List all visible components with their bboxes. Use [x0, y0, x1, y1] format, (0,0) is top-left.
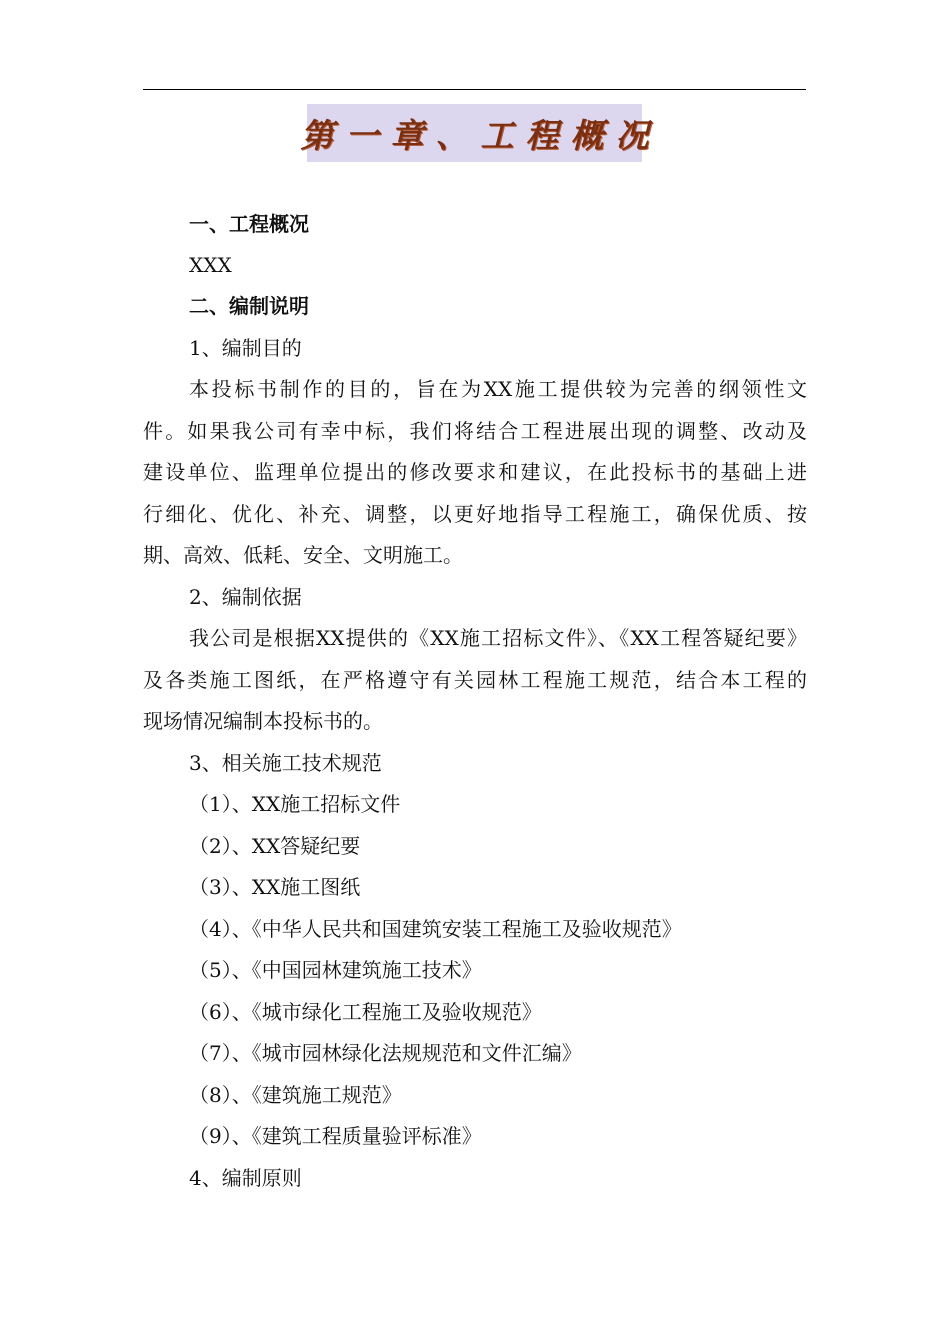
header-rule — [143, 89, 806, 90]
specification-item: （1）、XX施工招标文件 — [189, 792, 401, 816]
chapter-title: 第一章、工程概况 — [300, 115, 661, 155]
overview-content: XXX — [189, 253, 232, 277]
purpose-paragraph-line: 本投标书制作的目的，旨在为XX施工提供较为完善的纲领性文 — [189, 377, 807, 401]
purpose-paragraph-line: 件。如果我公司有幸中标，我们将结合工程进展出现的调整、改动及 — [143, 419, 807, 443]
purpose-paragraph-line: 期、高效、低耗、安全、文明施工。 — [143, 543, 463, 567]
specification-item: （8）、《建筑施工规范》 — [189, 1083, 402, 1107]
purpose-paragraph-line: 行细化、优化、补充、调整，以更好地指导工程施工，确保优质、按 — [143, 502, 807, 526]
basis-paragraph-line: 现场情况编制本投标书的。 — [143, 709, 383, 733]
specification-item: （2）、XX答疑纪要 — [189, 834, 361, 858]
subheading-basis: 2、编制依据 — [189, 585, 302, 609]
basis-paragraph-line: 我公司是根据XX提供的《XX施工招标文件》、《XX工程答疑纪要》 — [189, 626, 807, 650]
basis-paragraph-line: 及各类施工图纸，在严格遵守有关园林工程施工规范，结合本工程的 — [143, 668, 807, 692]
specification-item: （4）、《中华人民共和国建筑安装工程施工及验收规范》 — [189, 917, 682, 941]
subheading-principles: 4、编制原则 — [189, 1166, 302, 1190]
subheading-specifications: 3、相关施工技术规范 — [189, 751, 382, 775]
specification-item: （5）、《中国园林建筑施工技术》 — [189, 958, 482, 982]
purpose-paragraph-line: 建设单位、监理单位提出的修改要求和建议，在此投标书的基础上进 — [143, 460, 807, 484]
specification-item: （7）、《城市园林绿化法规规范和文件汇编》 — [189, 1041, 582, 1065]
chapter-title-banner — [300, 104, 661, 162]
specification-item: （6）、《城市绿化工程施工及验收规范》 — [189, 1000, 542, 1024]
specification-item: （9）、《建筑工程质量验评标准》 — [189, 1124, 482, 1148]
specification-item: （3）、XX施工图纸 — [189, 875, 361, 899]
subheading-purpose: 1、编制目的 — [189, 336, 302, 360]
section-heading-explanation: 二、编制说明 — [189, 294, 309, 318]
section-heading-overview: 一、工程概况 — [189, 212, 309, 236]
